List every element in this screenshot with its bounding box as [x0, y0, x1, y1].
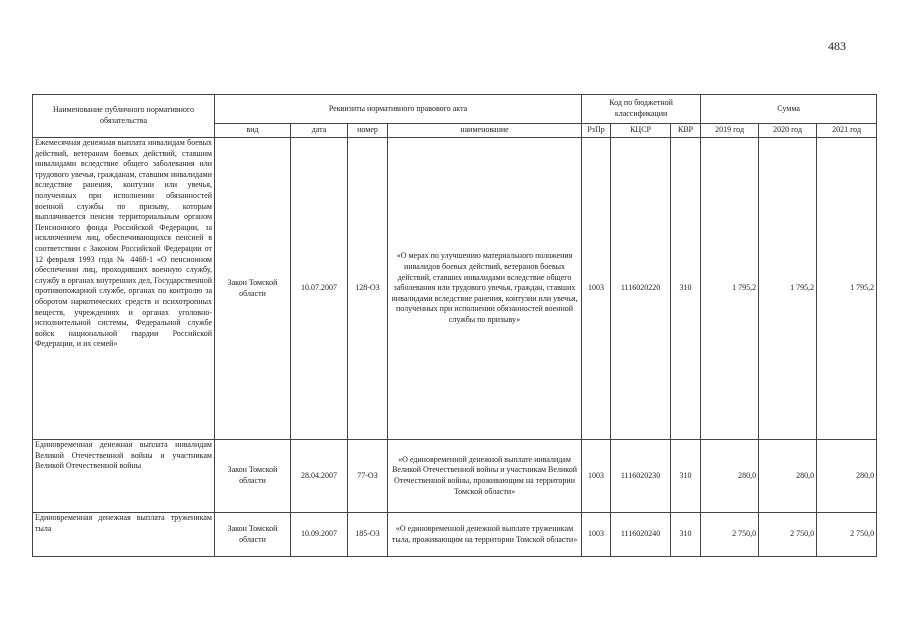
sum-2021: 280,0 — [817, 440, 877, 513]
kcsr-code: 1116020240 — [611, 513, 671, 557]
act-title: «О единовременной денежной выплате труженикам тыла, проживающим на территории Томской области» — [388, 513, 582, 557]
sum-2021: 1 795,2 — [817, 138, 877, 440]
header-number: номер — [348, 124, 388, 138]
header-rzpr: РзПр — [582, 124, 611, 138]
header-row-top — [33, 95, 877, 124]
sum-2020: 2 750,0 — [759, 513, 817, 557]
obligations-table — [32, 94, 877, 557]
act-title: «О мерах по улучшению материального положения инвалидов боевых действий, ветеранов боевых действий, ставших инвалидами вследствие общего заболевания или трудового увечья, граждан, ставших инвалидами вследствие ранения, контузии или увечья, полученных при исполнении обязанностей военной службы по призыву» — [388, 138, 582, 440]
page-number: 483 — [828, 39, 846, 53]
kvr-code: 310 — [671, 513, 701, 557]
act-date: 28.04.2007 — [291, 440, 348, 513]
obligation-name: Ежемесячная денежная выплата инвалидам боевых действий, ветеранам боевых действий, ставшим инвалидами вследствие общего заболевания или трудового увечья, гражданам, ставшим инвалидами вследствие ранения, контузии или увечья, полученных при исполнении обязанностей военной службы по призыву, которым выплачивается пенсия территориальным органом Пенсионного фонда Российской Федерации, за исключением лиц, обеспечивающихся пенсией в соответствии с Законом Российской Федерации от 12 февраля 1993 года № 4468-1 «О пенсионном обеспечении лиц, проходивших военную службу, службу в органах внутренних дел, Государственной противопожарной службе, органах по контролю за оборотом наркотических средств и психотропных веществ, учреждениях и органах уголовно-исполнительной системы, Федеральной службе войск национальной гвардии Российской Федерации, и их семей» — [33, 138, 215, 440]
sum-2020: 280,0 — [759, 440, 817, 513]
kcsr-code: 1116020230 — [611, 440, 671, 513]
act-type: Закон Томской области — [215, 440, 291, 513]
header-title: наименование — [388, 124, 582, 138]
header-2019: 2019 год — [701, 124, 759, 138]
sum-2019: 1 795,2 — [701, 138, 759, 440]
act-type: Закон Томской области — [215, 513, 291, 557]
rzpr-code: 1003 — [582, 513, 611, 557]
header-2021: 2021 год — [817, 124, 877, 138]
header-requisites: Реквизиты нормативного правового акта — [215, 95, 582, 124]
obligation-name: Единовременная денежная выплата инвалидам Великой Отечественной войны и участникам Великой Отечественной войны — [33, 440, 215, 513]
header-2020: 2020 год — [759, 124, 817, 138]
act-date: 10.09.2007 — [291, 513, 348, 557]
sum-2021: 2 750,0 — [817, 513, 877, 557]
sum-2020: 1 795,2 — [759, 138, 817, 440]
sum-2019: 280,0 — [701, 440, 759, 513]
act-number: 185-ОЗ — [348, 513, 388, 557]
obligation-name: Единовременная денежная выплата труженикам тыла — [33, 513, 215, 557]
act-date: 10.07.2007 — [291, 138, 348, 440]
header-date: дата — [291, 124, 348, 138]
act-type: Закон Томской области — [215, 138, 291, 440]
sum-2019: 2 750,0 — [701, 513, 759, 557]
table-row — [33, 440, 877, 513]
act-number: 128-ОЗ — [348, 138, 388, 440]
header-type: вид — [215, 124, 291, 138]
header-kcsr: КЦСР — [611, 124, 671, 138]
act-title: «О единовременной денежной выплате инвалидам Великой Отечественной войны и участникам Великой Отечественной войны, проживающим на территории Томской области» — [388, 440, 582, 513]
header-budget-code: Код по бюджетной классификации — [582, 95, 701, 124]
header-kvr: КВР — [671, 124, 701, 138]
header-sum: Сумма — [701, 95, 877, 124]
kcsr-code: 1116020220 — [611, 138, 671, 440]
kvr-code: 310 — [671, 138, 701, 440]
header-obligation: Наименование публичного нормативного обязательства — [33, 95, 215, 138]
act-number: 77-ОЗ — [348, 440, 388, 513]
table-row — [33, 513, 877, 557]
rzpr-code: 1003 — [582, 138, 611, 440]
rzpr-code: 1003 — [582, 440, 611, 513]
kvr-code: 310 — [671, 440, 701, 513]
table-row — [33, 138, 877, 440]
